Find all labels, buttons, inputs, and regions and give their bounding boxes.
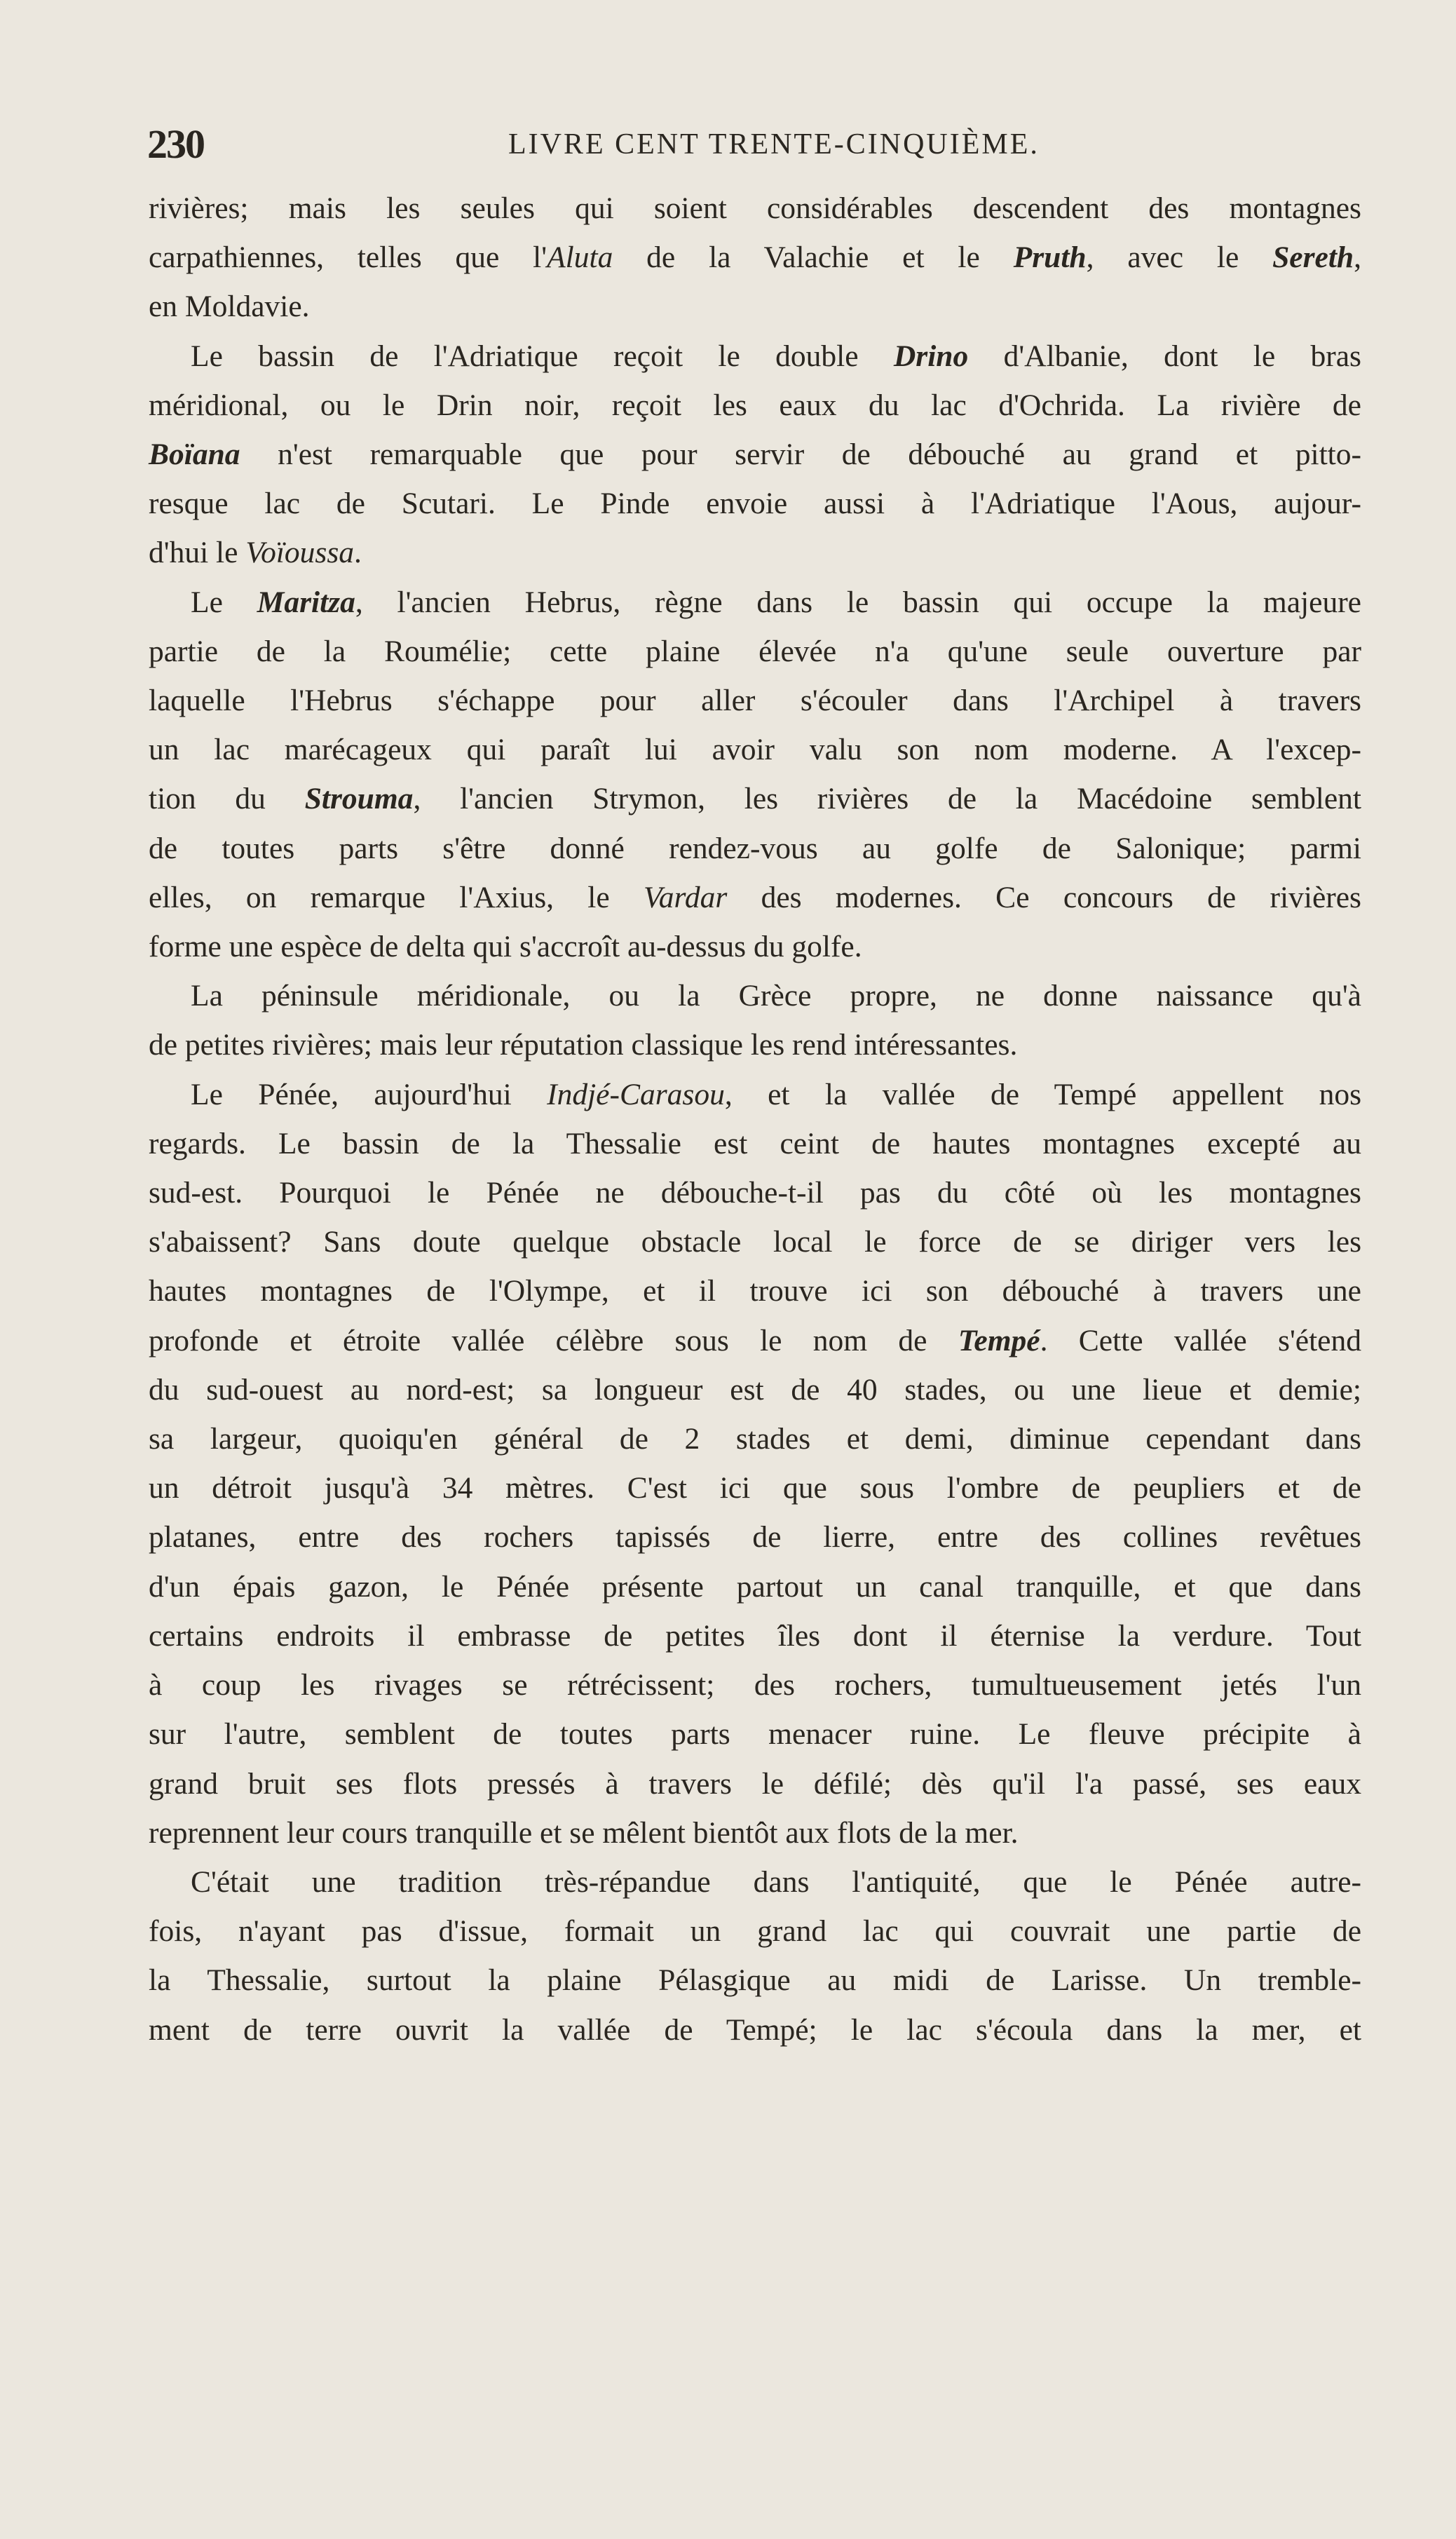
paragraph	[149, 528, 1361, 577]
text-line: sa largeur, quoiqu'en général de 2 stades et demi, diminue cependant dans	[149, 1422, 1361, 1456]
text-line: des modernes. Ce concours de rivières	[727, 880, 1361, 914]
text-line: carpathiennes, telles que l'	[149, 241, 547, 275]
text-line: sur l'autre, semblent de toutes parts menacer ruine. Le fleuve précipite à	[149, 1717, 1361, 1752]
text-line: de la Valachie et le	[613, 241, 1014, 275]
italic-term: Vardar	[644, 880, 728, 914]
text-line: rivières; mais les seules qui soient considérables descendent des montagnes	[149, 191, 1361, 225]
text-line: un détroit jusqu'à 34 mètres. C'est ici que sous l'ombre de peupliers et de	[149, 1471, 1361, 1505]
italic-term: Voïoussa	[245, 536, 355, 570]
text-line: Le bassin de l'Adriatique reçoit le double	[191, 339, 894, 373]
italic-term: Indjé-Carasou	[547, 1077, 725, 1111]
text-line: du sud-ouest au nord-est; sa longueur est de 40 stades, ou une lieue et demie;	[149, 1372, 1361, 1407]
text-line: forme une espèce de delta qui s'accroît au-dessus du golfe.	[149, 930, 862, 964]
text-line: .	[354, 536, 362, 570]
paragraph	[149, 184, 1361, 282]
text-line: un lac marécageux qui paraît lui avoir valu son nom moderne. A l'excep-	[149, 733, 1361, 767]
text-line: hautes montagnes de l'Olympe, et il trouve ici son débouché à travers une	[149, 1274, 1361, 1308]
paragraph	[149, 1808, 1361, 1857]
paragraph	[149, 1857, 1361, 2054]
text-line: regards. Le bassin de la Thessalie est ceint de hautes montagnes excepté au	[149, 1126, 1361, 1160]
text-line: grand bruit ses flots pressés à travers le défilé; dès qu'il l'a passé, ses eaux	[149, 1766, 1361, 1801]
italic-term: Maritza	[257, 585, 355, 619]
text-line: partie de la Roumélie; cette plaine élevée n'a qu'une seule ouverture par	[149, 634, 1361, 668]
italic-term: Strouma	[304, 782, 414, 816]
text-line: , l'ancien Strymon, les rivières de la Macédoine semblent	[413, 782, 1361, 816]
text-line: sud-est. Pourquoi le Pénée ne débouche-t-il pas du côté où les montagnes	[149, 1176, 1361, 1210]
text-line: n'est remarquable que pour servir de débouché au grand et pitto-	[240, 438, 1361, 472]
text-line: s'abaissent? Sans doute quelque obstacle local le force de se diriger vers les	[149, 1225, 1361, 1259]
text-line: La péninsule méridionale, ou la Grèce propre, ne donne naissance qu'à	[191, 979, 1361, 1013]
page-body	[149, 184, 1361, 2054]
text-line: Le	[191, 585, 257, 619]
italic-term: Sereth	[1272, 241, 1354, 275]
paragraph	[149, 282, 1361, 331]
text-line: elles, on remarque l'Axius, le	[149, 880, 644, 914]
text-line: profonde et étroite vallée célèbre sous le nom de	[149, 1323, 958, 1357]
italic-term: Drino	[893, 339, 969, 373]
text-line: tion du	[149, 782, 305, 816]
italic-term: Tempé	[958, 1323, 1040, 1357]
text-line: . Cette vallée s'étend	[1040, 1323, 1361, 1357]
text-line: à coup les rivages se rétrécissent; des rochers, tumultueusement jetés l'un	[149, 1668, 1361, 1702]
text-line: , avec le	[1086, 241, 1273, 275]
text-line: resque lac de Scutari. Le Pinde envoie aussi à l'Adriatique l'Aous, aujour-	[149, 487, 1361, 521]
text-line: certains endroits il embrasse de petites îles dont il éternise la verdure. Tout	[149, 1618, 1361, 1653]
paragraph	[149, 1020, 1361, 1069]
italic-term: Aluta	[547, 241, 613, 275]
running-head: LIVRE CENT TRENTE-CINQUIÈME.	[508, 128, 1040, 161]
text-line: reprennent leur cours tranquille et se mêlent bientôt aux flots de la mer.	[149, 1815, 1019, 1850]
text-line: C'était une tradition très-répandue dans l'antiquité, que le Pénée autre-	[191, 1864, 1361, 1899]
text-line: méridional, ou le Drin noir, reçoit les eaux du lac d'Ochrida. La rivière de	[149, 388, 1361, 422]
text-line: d'un épais gazon, le Pénée présente partout un canal tranquille, et que dans	[149, 1569, 1361, 1604]
text-line: platanes, entre des rochers tapissés de lierre, entre des collines revêtues	[149, 1520, 1361, 1555]
text-line: de petites rivières; mais leur réputation classique les rend intéressantes.	[149, 1028, 1018, 1062]
page-header	[147, 121, 1360, 170]
text-line: la Thessalie, surtout la plaine Pélasgique au midi de Larisse. Un tremble-	[149, 1963, 1361, 1998]
paragraph	[149, 922, 1361, 971]
text-line: ment de terre ouvrit la vallée de Tempé; le lac s'écoula dans la mer, et	[149, 2012, 1361, 2047]
text-line: laquelle l'Hebrus s'échappe pour aller s'écouler dans l'Archipel à travers	[149, 684, 1361, 718]
text-line: de toutes parts s'être donné rendez-vous au golfe de Salonique; parmi	[149, 831, 1361, 865]
paragraph	[149, 971, 1361, 1020]
page-number: 230	[147, 121, 204, 167]
italic-term: Pruth	[1013, 241, 1087, 275]
text-line: ,	[1354, 241, 1361, 275]
text-line: Le Pénée, aujourd'hui	[191, 1077, 547, 1111]
text-line: fois, n'ayant pas d'issue, formait un grand lac qui couvrait une partie de	[149, 1914, 1361, 1949]
paragraph	[149, 578, 1361, 922]
text-line: d'Albanie, dont le bras	[968, 339, 1361, 373]
text-line: d'hui le	[149, 536, 246, 570]
text-line: en Moldavie.	[149, 290, 310, 324]
text-line: , l'ancien Hebrus, règne dans le bassin qui occupe la majeure	[355, 585, 1361, 619]
paragraph	[149, 332, 1361, 529]
italic-term: Boïana	[149, 438, 240, 472]
text-line: , et la vallée de Tempé appellent nos	[724, 1077, 1361, 1111]
paragraph	[149, 1070, 1361, 1808]
